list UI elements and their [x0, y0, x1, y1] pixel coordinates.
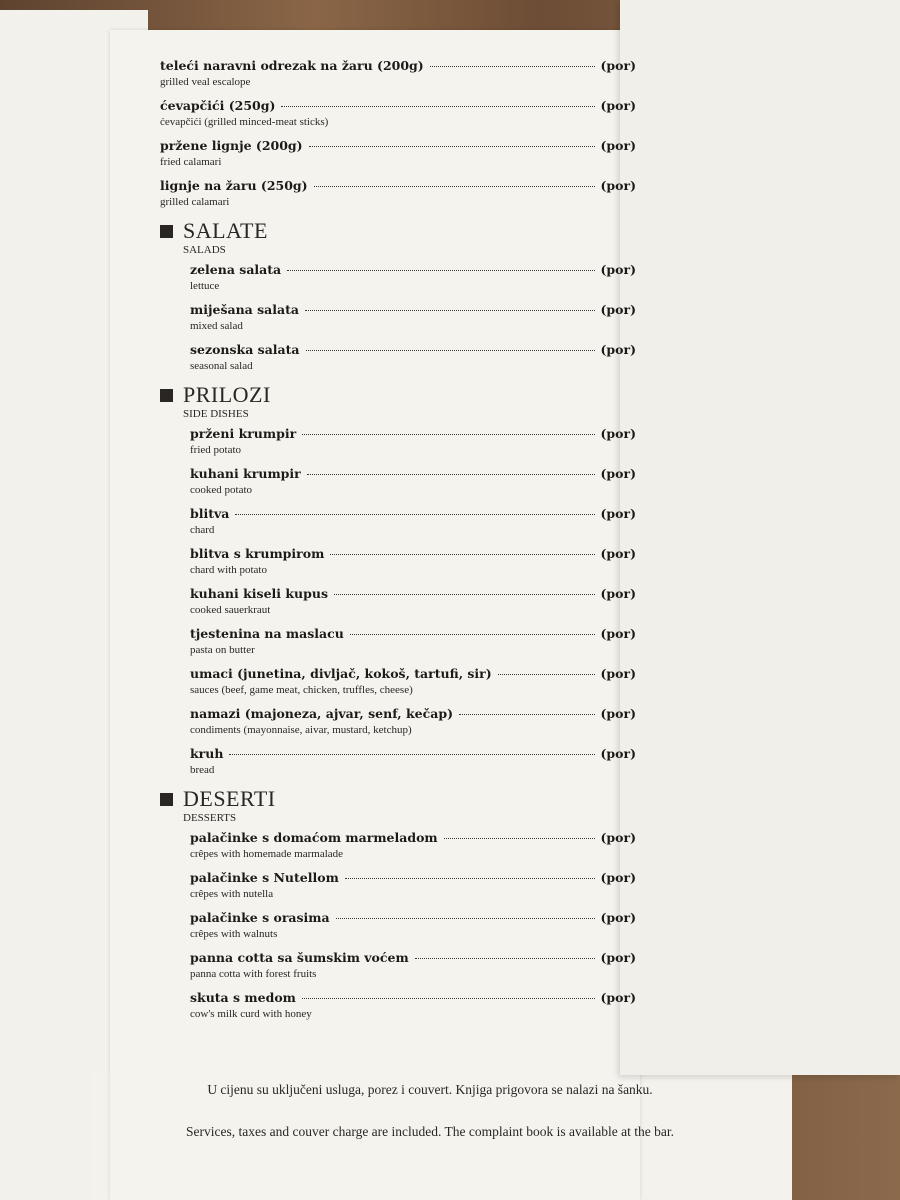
menu-section: [130, 58, 636, 208]
dot-leader: [430, 66, 595, 67]
menu-item-line: [190, 342, 636, 357]
footer-note-english: Services, taxes and couver charge are included. The complaint book is available at the bar.: [186, 1124, 674, 1139]
menu-item-line: [190, 830, 636, 845]
menu-item: [160, 178, 636, 208]
menu-item-line: [190, 626, 636, 641]
dot-leader: [459, 714, 595, 715]
menu-item-line: [160, 58, 636, 73]
menu-item-name: kuhani kiseli kupus: [190, 586, 328, 601]
section-bullet-icon: [160, 793, 173, 806]
dot-leader: [305, 310, 595, 311]
dot-leader: [302, 998, 595, 999]
menu-item: [190, 302, 636, 332]
menu-item-price: (por): [600, 506, 636, 521]
menu-item-description: mixed salad: [190, 320, 243, 332]
menu-item-description: pasta on butter: [190, 644, 255, 656]
menu-item-name: pržene lignje (200g): [160, 138, 303, 153]
menu-item-price: (por): [600, 302, 636, 317]
menu-item-line: [190, 746, 636, 761]
menu-item-line: [190, 870, 636, 885]
section-header: [160, 786, 636, 812]
menu-item-name: skuta s medom: [190, 990, 296, 1005]
menu-item: [190, 870, 636, 900]
menu-item-price: (por): [600, 666, 636, 681]
menu-content: [160, 58, 636, 1030]
menu-item-price: (por): [600, 466, 636, 481]
menu-item-line: [160, 138, 636, 153]
section-title: DESERTI: [183, 786, 276, 811]
menu-item-name: panna cotta sa šumskim voćem: [190, 950, 409, 965]
menu-item-line: [190, 666, 636, 681]
dot-leader: [307, 474, 595, 475]
menu-item-price: (por): [600, 546, 636, 561]
section-title: PRILOZI: [183, 382, 271, 407]
menu-item-price: (por): [600, 586, 636, 601]
menu-item: [160, 98, 636, 128]
menu-item-name: kruh: [190, 746, 224, 761]
dot-leader: [415, 958, 595, 959]
dot-leader: [444, 838, 595, 839]
section-title: SALATE: [183, 218, 268, 243]
menu-item-line: [190, 506, 636, 521]
menu-item-name: palačinke s orasima: [190, 910, 330, 925]
menu-item: [190, 546, 636, 576]
menu-item-description: crêpes with walnuts: [190, 928, 278, 940]
menu-item-line: [190, 262, 636, 277]
menu-item-name: miješana salata: [190, 302, 299, 317]
right-paper-sheet: [620, 0, 900, 1075]
menu-item-price: (por): [600, 98, 636, 113]
menu-item: [160, 58, 636, 88]
dot-leader: [345, 878, 595, 879]
menu-item: [190, 426, 636, 456]
section-bullet-icon: [160, 389, 173, 402]
menu-item-name: umaci (junetina, divljač, kokoš, tartufi, sir): [190, 666, 492, 681]
dot-leader: [350, 634, 595, 635]
menu-item-line: [190, 586, 636, 601]
menu-item: [190, 990, 636, 1020]
menu-item-description: ćevapčići (grilled minced-meat sticks): [160, 116, 329, 128]
menu-item-line: [190, 302, 636, 317]
menu-item-line: [160, 98, 636, 113]
dot-leader: [334, 594, 595, 595]
menu-item-name: tjestenina na maslacu: [190, 626, 344, 641]
menu-item-price: (por): [600, 58, 636, 73]
section-header: [160, 382, 636, 408]
menu-item-price: (por): [600, 178, 636, 193]
menu-item-description: lettuce: [190, 280, 220, 292]
menu-section: [160, 786, 636, 1020]
menu-item-description: bread: [190, 764, 215, 776]
menu-item-name: prženi krumpir: [190, 426, 297, 441]
menu-item-description: cooked sauerkraut: [190, 604, 271, 616]
menu-item-description: fried calamari: [160, 156, 222, 168]
dot-leader: [229, 754, 594, 755]
dot-leader: [287, 270, 594, 271]
dot-leader: [306, 350, 595, 351]
dot-leader: [302, 434, 594, 435]
menu-item-price: (por): [600, 910, 636, 925]
menu-item: [190, 746, 636, 776]
menu-item-description: fried potato: [190, 444, 242, 456]
menu-item-description: cow's milk curd with honey: [190, 1008, 312, 1020]
menu-item-description: panna cotta with forest fruits: [190, 968, 317, 980]
menu-item-line: [190, 546, 636, 561]
menu-item: [190, 910, 636, 940]
menu-item-description: crêpes with homemade marmalade: [190, 848, 344, 860]
dot-leader: [314, 186, 595, 187]
menu-item-line: [190, 910, 636, 925]
dot-leader: [330, 554, 594, 555]
menu-item-line: [190, 426, 636, 441]
menu-item-name: sezonska salata: [190, 342, 300, 357]
section-subtitle: DESSERTS: [183, 812, 237, 824]
dot-leader: [235, 514, 594, 515]
dot-leader: [309, 146, 595, 147]
menu-item-price: (por): [600, 342, 636, 357]
menu-item: [190, 706, 636, 736]
menu-item-description: condiments (mayonnaise, aivar, mustard, ketchup): [190, 724, 412, 736]
menu-item-description: grilled calamari: [160, 196, 230, 208]
menu-item: [190, 830, 636, 860]
section-subtitle: SIDE DISHES: [183, 408, 249, 420]
menu-item-line: [190, 466, 636, 481]
footer-note-croatian: U cijenu su uključeni usluga, porez i couvert. Knjiga prigovora se nalazi na šanku.: [207, 1082, 653, 1097]
menu-item-price: (por): [600, 262, 636, 277]
menu-item-description: sauces (beef, game meat, chicken, truffles, cheese): [190, 684, 413, 696]
menu-item-price: (por): [600, 830, 636, 845]
menu-item-price: (por): [600, 626, 636, 641]
menu-item-name: lignje na žaru (250g): [160, 178, 308, 193]
menu-item-name: kuhani krumpir: [190, 466, 301, 481]
menu-item-description: chard: [190, 524, 215, 536]
menu-item-name: namazi (majoneza, ajvar, senf, kečap): [190, 706, 453, 721]
menu-item-price: (por): [600, 426, 636, 441]
menu-item: [190, 586, 636, 616]
menu-item-name: blitva: [190, 506, 230, 521]
menu-item-name: palačinke s Nutellom: [190, 870, 339, 885]
menu-item: [190, 626, 636, 656]
menu-item-price: (por): [600, 870, 636, 885]
dot-leader: [281, 106, 594, 107]
menu-item-name: blitva s krumpirom: [190, 546, 325, 561]
dot-leader: [336, 918, 595, 919]
menu-item-description: seasonal salad: [190, 360, 253, 372]
menu-item: [190, 466, 636, 496]
menu-item: [190, 262, 636, 292]
section-subtitle: SALADS: [183, 244, 226, 256]
menu-item-line: [190, 706, 636, 721]
menu-item: [190, 342, 636, 372]
menu-item: [190, 666, 636, 696]
menu-item-name: palačinke s domaćom marmeladom: [190, 830, 438, 845]
dot-leader: [498, 674, 595, 675]
section-header: [160, 218, 636, 244]
menu-item-price: (por): [600, 990, 636, 1005]
menu-section: [160, 218, 636, 372]
menu-item-name: ćevapčići (250g): [160, 98, 276, 113]
menu-item-price: (por): [600, 138, 636, 153]
menu-item-price: (por): [600, 950, 636, 965]
section-bullet-icon: [160, 225, 173, 238]
menu-item-name: teleći naravni odrezak na žaru (200g): [160, 58, 424, 73]
menu-item-price: (por): [600, 706, 636, 721]
menu-item-line: [190, 950, 636, 965]
menu-item-description: crêpes with nutella: [190, 888, 274, 900]
menu-item-description: cooked potato: [190, 484, 253, 496]
menu-item: [190, 506, 636, 536]
menu-item-line: [190, 990, 636, 1005]
menu-item-description: chard with potato: [190, 564, 267, 576]
menu-item: [160, 138, 636, 168]
menu-item: [190, 950, 636, 980]
menu-item-name: zelena salata: [190, 262, 282, 277]
menu-item-price: (por): [600, 746, 636, 761]
menu-section: [160, 382, 636, 776]
menu-item-description: grilled veal escalope: [160, 76, 251, 88]
menu-item-line: [160, 178, 636, 193]
